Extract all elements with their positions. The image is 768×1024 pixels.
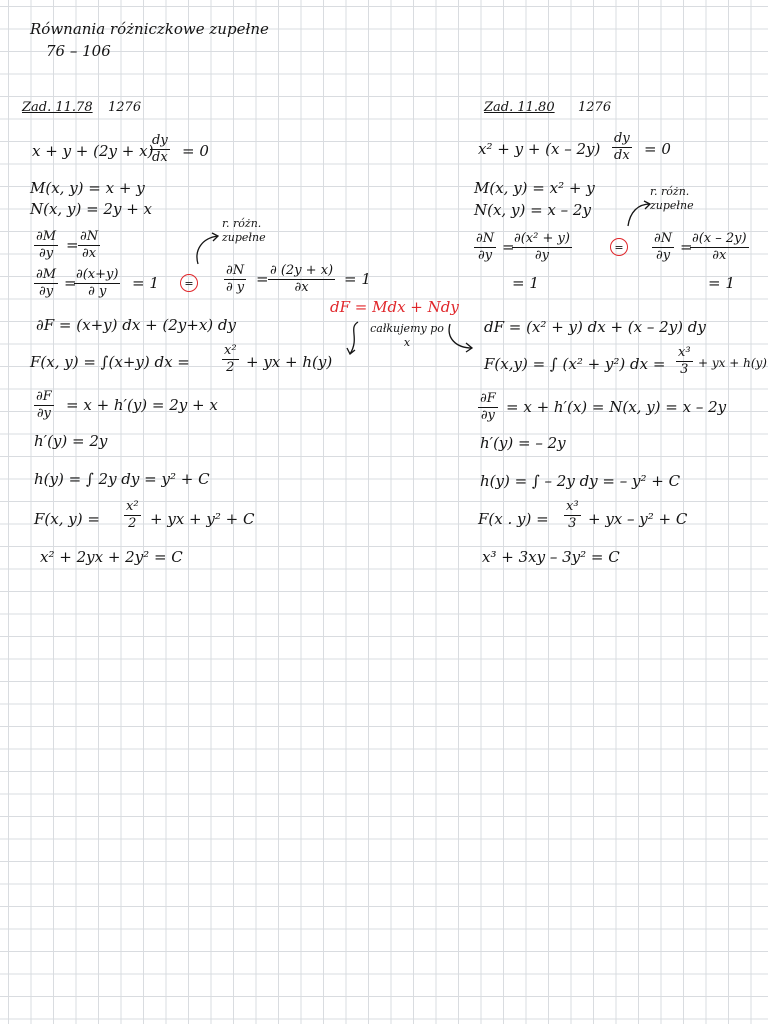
right-eq-sign-2: = bbox=[680, 238, 693, 256]
left-F-result-rest: + yx + y² + C bbox=[150, 510, 255, 528]
left-N-definition: N(x, y) = 2y + x bbox=[30, 200, 152, 218]
left-h: h(y) = ∫ 2y dy = y² + C bbox=[34, 470, 210, 488]
right-equation: x² + y + (x – 2y) bbox=[478, 140, 601, 158]
right-h-prime: h′(y) = – 2y bbox=[480, 434, 566, 452]
left-note-arrow-icon bbox=[192, 232, 222, 268]
left-eq-sign-3: = bbox=[256, 270, 269, 288]
right-F-fraction: $\frac{\text{x³}}{3}$ bbox=[678, 345, 691, 377]
left-dN2-fraction: $\frac{\partial (2y + x)}{\partial x}$ bbox=[270, 263, 334, 295]
total-differential-formula: dF = Mdx + Ndy bbox=[330, 298, 459, 316]
left-dF-dy: $\frac{\partial F}{\partial y}$ bbox=[36, 389, 52, 421]
right-exact-note: r. różn. zupełne bbox=[650, 185, 694, 213]
right-dM-fraction: $\frac{\text{∂(x² + y)}}{\partial y}$ bbox=[514, 231, 570, 263]
left-eq-fraction: $\frac{dy}{dx}$ bbox=[152, 133, 168, 165]
right-dN-dx: $\frac{\partial N}{\partial y}$ bbox=[654, 231, 673, 263]
left-eq-sign: = bbox=[66, 236, 79, 254]
left-dM-dy: $\frac{\partial M}{\partial y}$ bbox=[36, 229, 57, 261]
left-total-differential: ∂F = (x+y) dx + (2y+x) dy bbox=[36, 316, 237, 334]
right-final-answer: x³ + 3xy – 3y² = C bbox=[482, 548, 620, 566]
page-title: Równania różniczkowe zupełne bbox=[30, 20, 269, 38]
right-F-result-fraction: $\frac{\text{x³}}{3}$ bbox=[566, 499, 579, 531]
left-M-definition: M(x, y) = x + y bbox=[30, 179, 145, 197]
left-equation: x + y + (2y + x) bbox=[32, 142, 154, 160]
right-dM-value: = 1 bbox=[512, 274, 539, 292]
left-dF-dy-rhs: = x + h′(y) = 2y + x bbox=[66, 396, 218, 414]
left-eq-rhs: = 0 bbox=[182, 142, 209, 160]
left-eq-sign-2: = bbox=[64, 274, 77, 292]
left-exact-note: r. różn. zupełne bbox=[222, 217, 266, 245]
left-F-result-fraction: $\frac{\text{x²}}{2}$ bbox=[126, 499, 139, 531]
integrate-wrt-x-note: całkujemy po x bbox=[370, 322, 444, 350]
right-note-arrow-icon bbox=[624, 200, 654, 230]
left-final-answer: x² + 2yx + 2y² = C bbox=[40, 548, 183, 566]
page-subtitle-range: 76 – 106 bbox=[46, 42, 111, 60]
left-h-prime: h′(y) = 2y bbox=[34, 432, 108, 450]
right-eq-rhs: = 0 bbox=[644, 140, 671, 158]
right-h: h(y) = ∫ – 2y dy = – y² + C bbox=[480, 472, 681, 490]
right-exercise-header: Zad. 11.80 bbox=[484, 100, 555, 115]
left-F-integral: F(x, y) = ∫(x+y) dx = bbox=[30, 353, 190, 371]
right-total-differential: dF = (x² + y) dx + (x – 2y) dy bbox=[484, 318, 706, 336]
middle-left-brace-arrow-icon bbox=[346, 320, 362, 360]
right-N-definition: N(x, y) = x – 2y bbox=[474, 201, 591, 219]
right-F-integral: F(x,y) = ∫ (x² + y²) dx = bbox=[484, 355, 666, 373]
left-dN2-rhs: = 1 bbox=[344, 270, 371, 288]
right-dF-dy-rhs: = x + h′(x) = N(x, y) = x – 2y bbox=[506, 398, 727, 416]
left-exercise-header: Zad. 11.78 bbox=[22, 100, 93, 115]
right-M-definition: M(x, y) = x² + y bbox=[474, 179, 595, 197]
left-F-result: F(x, y) = bbox=[34, 510, 100, 528]
left-dM2-rhs: = 1 bbox=[132, 274, 159, 292]
left-page-ref: 1276 bbox=[108, 100, 142, 115]
right-dF-dy: $\frac{\partial F}{\partial y}$ bbox=[480, 391, 496, 423]
right-dM-dy: $\frac{\partial N}{\partial y}$ bbox=[476, 231, 495, 263]
right-dN-value: = 1 bbox=[708, 274, 735, 292]
left-dM2-dy: $\frac{\partial M}{\partial y}$ bbox=[36, 267, 57, 299]
left-dM2-fraction: $\frac{\partial(x+y)}{\partial y}$ bbox=[76, 267, 119, 299]
middle-right-arrow-icon bbox=[446, 322, 476, 356]
left-dN2-dy: $\frac{\partial N}{\partial y}$ bbox=[225, 263, 245, 295]
right-F-result: F(x . y) = bbox=[478, 510, 549, 528]
right-eq-fraction: $\frac{dy}{dx}$ bbox=[614, 131, 630, 163]
right-eq-sign: = bbox=[502, 238, 515, 256]
left-dN-dx: $\frac{\partial N}{\partial x}$ bbox=[80, 229, 99, 261]
left-F-integral-rest: + yx + h(y) bbox=[246, 353, 333, 371]
left-circled-equals: = bbox=[180, 274, 198, 292]
left-F-fraction: $\frac{\text{x²}}{2}$ bbox=[224, 343, 237, 375]
right-F-integral-rest: + yx + h(y) bbox=[698, 356, 767, 370]
right-dN-fraction: $\frac{\partial(x - 2y)}{\partial x}$ bbox=[692, 231, 747, 263]
right-F-result-rest: + yx – y² + C bbox=[588, 510, 688, 528]
right-page-ref: 1276 bbox=[578, 100, 612, 115]
right-circled-equals: = bbox=[610, 238, 628, 256]
